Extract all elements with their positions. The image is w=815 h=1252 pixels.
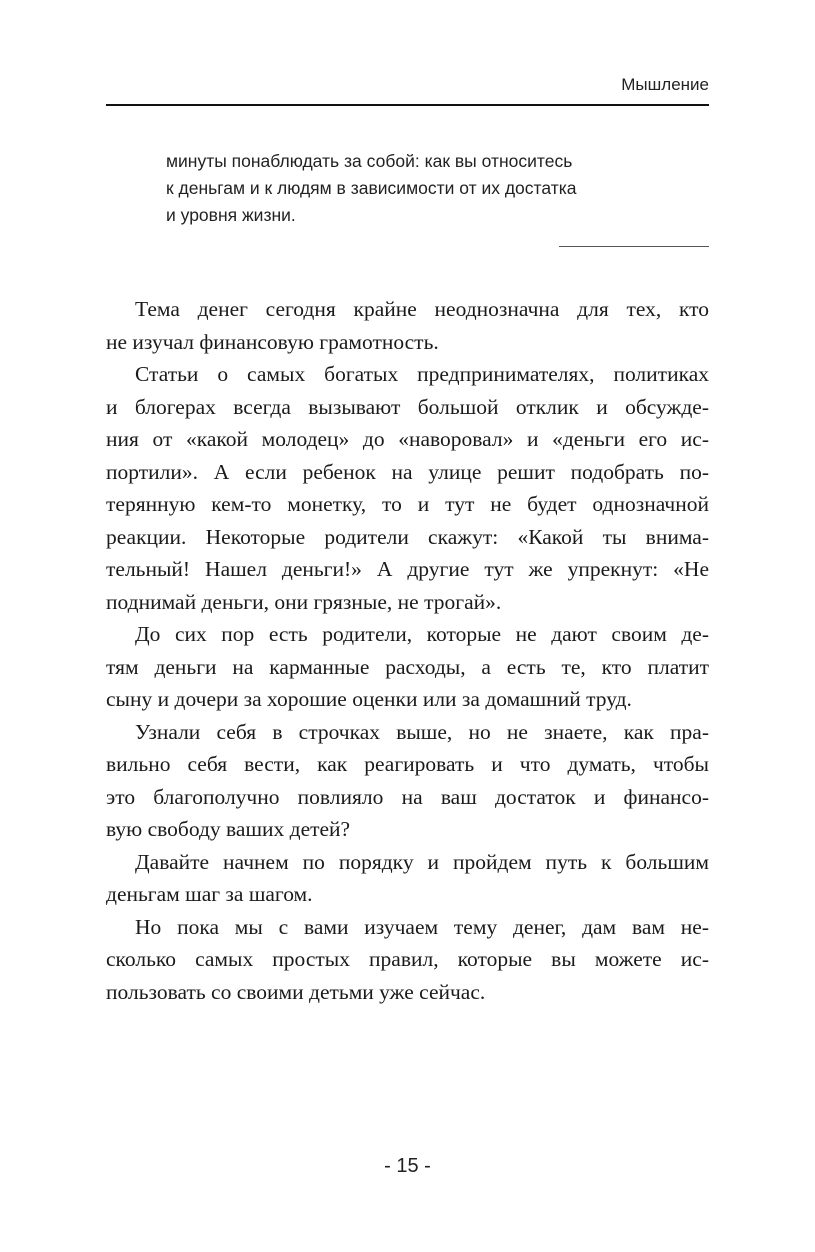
page-number: - 15 - [384,1155,431,1177]
text-line: портили». А если ребенок на улице решит подобрать по- [106,459,709,484]
text-line: сыну и дочери за хорошие оценки или за домашний труд. [106,687,632,711]
text-line: не изучал финансовую грамотность. [106,329,439,354]
text-line: вую свободу ваших детей? [106,817,351,841]
text-line: поднимай деньги, они грязные, не трогай». [106,589,502,614]
running-head: Мышление [621,75,709,94]
header-rule [106,104,709,106]
callout-block [166,148,686,229]
callout-end-rule [559,246,709,247]
text-line: вильно себя вести, как реагировать и что думать, чтобы [106,752,709,776]
text-line: Узнали себя в строчках выше, но не знаете, как пра- [135,719,709,744]
text-line: пользовать со своими детьми уже сейчас. [106,979,486,1004]
text-line: тям деньги на карманные расходы, а есть те, кто платит [106,654,709,679]
callout-line: и уровня жизни. [166,205,296,225]
text-line: Тема денег сегодня крайне неоднозначна для тех, кто [135,297,709,321]
text-line: тельный! Нашел деньги!» А другие тут же упрекнут: «Не [106,557,709,581]
text-line: реакции. Некоторые родители скажут: «Какой ты внима- [106,524,709,549]
text-line: Но пока мы с вами изучаем тему денег, дам вам не- [135,914,709,939]
text-line: и блогерах всегда вызывают большой отклик и обсужде- [106,394,709,419]
callout-line: минуты понаблюдать за собой: как вы относитесь [166,151,573,171]
text-line: сколько самых простых правил, которые вы можете ис- [106,947,709,971]
text-line: это благополучно повлияло на ваш достаток и финансо- [106,784,709,809]
text-line: деньгам шаг за шагом. [106,882,313,906]
body-text [106,293,709,1008]
text-line: Давайте начнем по порядку и пройдем путь к большим [135,849,709,874]
text-line: ния от «какой молодец» до «наворовал» и «деньги его ис- [106,427,709,451]
text-line: До сих пор есть родители, которые не дают своим де- [135,622,709,646]
text-line: терянную кем-то монетку, то и тут не будет однозначной [106,492,709,516]
callout-line: к деньгам и к людям в зависимости от их достатка [166,178,577,198]
text-line: Статьи о самых богатых предпринимателях, политиках [135,362,709,386]
